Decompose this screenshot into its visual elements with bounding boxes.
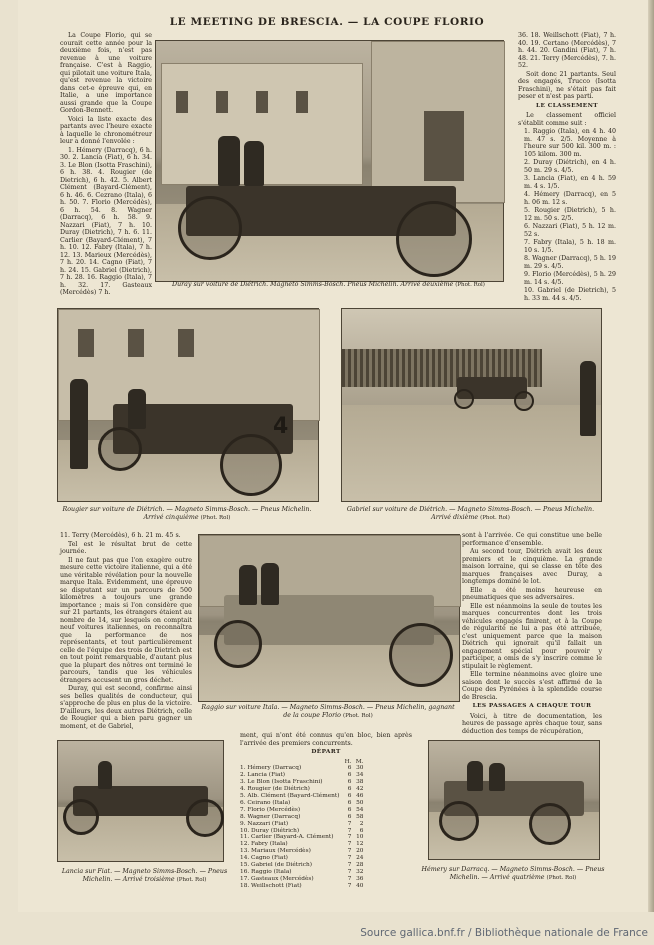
minute-cell: 40	[356, 882, 364, 889]
driver-name: 16. Raggio (Itala)	[240, 869, 292, 875]
driver-name: 6. Ceirano (Itala)	[240, 799, 291, 806]
table-row	[240, 800, 363, 807]
hour-cell: 6	[347, 772, 352, 779]
table-row	[240, 862, 363, 869]
caption-rougier: Rougier sur voiture de Diétrich. — Magneto Simms-Bosch. — Pneus Michelin. Arrivé cinquième (Phot. Rol)	[62, 506, 312, 521]
minute-cell: 12	[356, 841, 364, 848]
paragraph: 11. Terry (Mercédès), 6 h. 21 m. 45 s.	[60, 532, 181, 539]
hour-cell: 6	[347, 779, 352, 786]
section-heading: LES PASSAGES A CHAQUE TOUR	[472, 703, 592, 709]
driver-name: 3. Le Blon (Isotta Fraschini)	[240, 779, 323, 786]
table-row	[240, 793, 363, 800]
minute-cell: 30	[356, 765, 364, 772]
starters-list: 1. Hémery (Darracq), 6 h. 30. 2. Lancia (Fiat), 6 h. 34. 3. Le Blon (Isotta Fraschini), 6 h. 38. 4. Rougier (de Dietrich), 6 h. 42. 5. Albert Clément (Bayard-Clément), 6 h. 46. 6. Cezrano (Itala), 6 h. 50. 7. Florio (Mercédès), 6 h. 54. 8. Wagner (Darracq), 6 h. 58. 9. Nazzari (Fiat), 7 h. 10. Duray (Dietrich), 7 h. 6. 11. Carlier (Bayard-Clément), 7 h. 10. 12. Fabry (Itala), 7 h. 12. 13. Marieux (Mercédès), 7 h. 20. 14. Cagno (Fiat), 7 h. 24. 15. Gabriel (Dietrich), 7 h. 28. 16. Raggio (Itala), 7 h. 32. 17. Gasteaux (Mercédès) 7 h.	[60, 146, 152, 296]
result-item: 6. Nazzari (Fiat), 5 h. 12 m. 52 s.	[524, 223, 616, 238]
hour-cell: 7	[347, 841, 352, 848]
driver-name: 15. Gabriel (de Diétrich)	[240, 862, 312, 869]
hour-cell: 7	[347, 827, 352, 834]
minute-cell: 6	[359, 827, 364, 834]
minute-cell: 54	[356, 806, 364, 813]
driver-name: 7. Florio (Mercédès)	[240, 806, 301, 813]
paragraph: La Coupe Florio, qui se courait cette année pour la deuxième fois, n'est pas revenue à une voiture française. C'est à Raggio, qui pilotait une voiture Itala, qu'est revenue la victoire dans cet-e épreuve qui, en Italie, a une importance aussi grande que la Coupe Gordon-Bennett.	[60, 32, 152, 114]
hour-cell: 6	[347, 806, 352, 813]
minute-cell: 20	[356, 848, 364, 855]
table-row	[240, 883, 363, 890]
minute-cell: 46	[356, 793, 364, 800]
column-header-minutes: M.	[355, 758, 364, 765]
paragraph: Voici, à titre de documentation, les heures de passage après chaque tour, sans déduction des temps de récupération,	[462, 712, 602, 735]
driver-name: 9. Nazzari (Fiat)	[240, 820, 289, 827]
source-attribution: Source gallica.bnf.fr / Bibliothèque nationale de France	[360, 927, 648, 939]
table-row	[240, 807, 363, 814]
result-item: 3. Lancia (Fiat), en 4 h. 59 m. 4 s. 1/5.	[524, 175, 616, 190]
paragraph: Elle a été moins heureuse en pneumatiques que ses adversaires.	[462, 586, 602, 601]
minute-cell: 36	[356, 875, 364, 882]
result-item: 10. Gabriel (de Dietrich), 5 h. 33 m. 44 s. 4/5.	[524, 287, 616, 302]
minute-cell: 2	[359, 820, 364, 827]
table-row	[240, 814, 363, 821]
paragraph: Elle termine néanmoins avec gloire une saison dont le succès s'est affirmé de la Coupe des Pyrénées à la splendide course de Brescia.	[462, 671, 602, 701]
table-row	[240, 821, 363, 828]
hour-cell: 7	[347, 820, 352, 827]
table-row	[240, 869, 363, 876]
paragraph: Soit donc 21 partants. Seul des engagés, Trucco (Isotta Fraschini), ne s'était pas fait peser et n'est pas parti.	[518, 70, 616, 100]
paragraph: Au second tour, Diétrich avait les deux premiers et le cinquième. La grande maison lorraine, qui se classe en tête des marques françaises avec Duray, a longtemps dominé le lot.	[462, 548, 602, 585]
driver-name: 4. Rougier (de Diétrich)	[240, 786, 310, 793]
text-column-left-mid	[60, 532, 192, 758]
result-item: 1. Raggio (Itala), en 4 h. 40 m. 47 s. 2/5. Moyenne à l'heure sur 500 kil. 300 m. : 105 kilom. 300 m.	[524, 128, 616, 158]
hour-cell: 7	[347, 862, 352, 869]
paragraph: Tel est le résultat brut de cette journée.	[60, 540, 192, 555]
minute-cell: 50	[356, 799, 364, 806]
minute-cell: 32	[356, 869, 364, 875]
result-item: 5. Rougier (Dietrich), 5 h. 12 m. 50 s. 2/5.	[524, 207, 616, 222]
car-number: 4	[273, 414, 289, 439]
hour-cell: 7	[347, 834, 352, 841]
hour-cell: 6	[347, 799, 352, 806]
caption-raggio: Raggio sur voiture Itala. — Magneto Simms-Bosch. — Pneus Michelin, gagnant de la coupe Florio (Phot. Rol)	[201, 704, 455, 719]
result-item: 4. Hémery (Darracq), en 5 h. 06 m. 12 s.	[524, 191, 616, 206]
table-row	[240, 876, 363, 883]
result-item: 2. Duray (Diétrich), en 4 h. 50 m. 29 s. 4/5.	[524, 159, 616, 174]
section-heading: DÉPART	[311, 749, 341, 755]
paragraph: Elle est néanmoins la seule de toutes les marques concurrentes dont les trois véhicules engagés finirent, et à la Coupe de régularité ne lui a pas été attribuée, c'est uniquement parce que la maison Diétrich qui ignorait qu'il fallait un engagement spécial pour pouvoir y participer, a omis de s'y inscrire comme le stipulait le règlement.	[462, 602, 602, 670]
minute-cell: 24	[356, 855, 364, 862]
paragraph: Le classement officiel s'établit comme suit :	[518, 112, 616, 127]
driver-name: 11. Carlier (Bayard-A. Clément)	[240, 834, 334, 841]
caption-lancia: Lancia sur Fiat. — Magneto Simms-Bosch. — Pneus Michelin. — Arrivé troisième (Phot. Rol)	[61, 868, 228, 883]
minute-cell: 34	[356, 772, 364, 779]
departure-times-table	[240, 759, 363, 890]
paragraph: Duray, qui est second, confirme ainsi ses belles qualités de conducteur, qui s'approche de plus en plus de la victoire. D'ailleurs, les deux autres Diétrich, celle de Rougier qui a bien paru gagner un moment, et de Gabriel,	[60, 685, 192, 730]
hour-cell: 6	[347, 813, 352, 820]
hour-cell: 7	[347, 882, 352, 889]
result-item: 8. Wagner (Darracq), 5 h. 19 m. 29 s. 4/5.	[524, 255, 616, 270]
paragraph: ment, qui n'ont été connus qu'en bloc, bien après l'arrivée des premiers concurrents.	[240, 732, 412, 747]
page-binding-edge	[648, 0, 654, 912]
hour-cell: 6	[347, 786, 352, 793]
driver-name: 18. Weillschott (Fiat)	[240, 882, 302, 889]
driver-name: 1. Hémery (Darracq)	[240, 765, 302, 772]
driver-name: 17. Gasteaux (Mercédès)	[240, 875, 314, 882]
photo-gabriel	[341, 308, 602, 502]
driver-name: 10. Duray (Diétrich)	[240, 827, 300, 834]
text-column-center-bottom	[240, 732, 412, 889]
caption-hemery: Hémery sur Darracq. — Magneto Simms-Bosch. — Pneus Michelin. — Arrivé quatrième (Phot. Rol)	[421, 866, 605, 881]
driver-name: 8. Wagner (Darracq)	[240, 813, 301, 820]
paragraph: 36. 18. Weillschott (Fiat), 7 h. 40. 19. Certano (Mercédès), 7 h. 44. 20. Gandini (Fiat), 7 h. 48. 21. Terry (Mercédès), 7. h. 52.	[518, 32, 616, 69]
text-column-right-mid	[462, 532, 602, 737]
text-column-right-top	[518, 32, 616, 300]
photo-duray	[155, 40, 504, 282]
page-title: LE MEETING DE BRESCIA. — LA COUPE FLORIO	[169, 16, 485, 28]
result-item: 9. Florio (Mercédès), 5 h. 29 m. 14 s. 4/5.	[524, 271, 616, 286]
hour-cell: 7	[347, 875, 352, 882]
minute-cell: 10	[356, 834, 364, 841]
hour-cell: 7	[347, 869, 352, 875]
minute-cell: 38	[356, 779, 364, 786]
photo-hemery	[428, 740, 600, 860]
photo-lancia	[57, 740, 224, 862]
photo-rougier	[57, 308, 319, 502]
column-header-hours: H.	[344, 758, 352, 765]
driver-name: 12. Fabry (Itala)	[240, 841, 288, 848]
text-column-left-top	[60, 32, 152, 302]
driver-name: 5. Alb. Clément (Bayard-Clément)	[240, 793, 340, 800]
caption-gabriel: Gabriel sur voiture de Diétrich. — Magneto Simms-Bosch. — Pneus Michelin. Arrivé dixième (Phot. Rol)	[346, 506, 595, 521]
caption-duray: Duray sur voiture de Diétrich. Magneto Simms-Bosch. Pneus Michelin. Arrivé deuxième (Phot. Rol)	[172, 281, 485, 288]
minute-cell: 58	[356, 813, 364, 820]
section-heading: LE CLASSEMENT	[535, 102, 598, 109]
minute-cell: 28	[356, 862, 364, 869]
hour-cell: 7	[347, 855, 352, 862]
hour-cell: 7	[347, 848, 352, 855]
driver-name: 2. Lancia (Fiat)	[240, 772, 285, 779]
paragraph: sont à l'arrivée. Ce qui constitue une belle performance d'ensemble.	[462, 532, 602, 547]
result-item: 7. Fabry (Itala), 5 h. 18 m. 10 s. 1/5.	[524, 239, 616, 254]
hour-cell: 6	[347, 765, 352, 772]
paragraph: Voici la liste exacte des partants avec l'heure exacte à laquelle le chronométreur leur a donné l'envolée :	[60, 115, 152, 145]
table-row	[240, 786, 363, 793]
hour-cell: 6	[347, 793, 352, 800]
driver-name: 13. Mariaux (Mercédès)	[240, 848, 311, 855]
minute-cell: 42	[356, 786, 364, 793]
photo-raggio	[198, 534, 460, 702]
paragraph: Il ne faut pas que l'on exagère outre mesure cette victoire italienne, qui a été une véritable révélation pour la nouvelle marque Itala. Evidemment, une épreuve se disputant sur un parcours de 500 kilomètres a toujours une grande importance ; mais si l'on considère que sur 21 partants, les étrangers étaient au nombre de 14, sur lesquels on comptait neuf voitures italiennes, on reconnaîtra que la performance de nos représentants, et tout particulièrement celle de l'équipe des trois de Dietrich est en tout point remarquable, d'autant plus que la plupart des nôtres ont terminé le parcours, tandis que les véhicules étrangers accusent un gros déchet.	[60, 556, 192, 684]
driver-name: 14. Cagno (Fiat)	[240, 855, 288, 862]
